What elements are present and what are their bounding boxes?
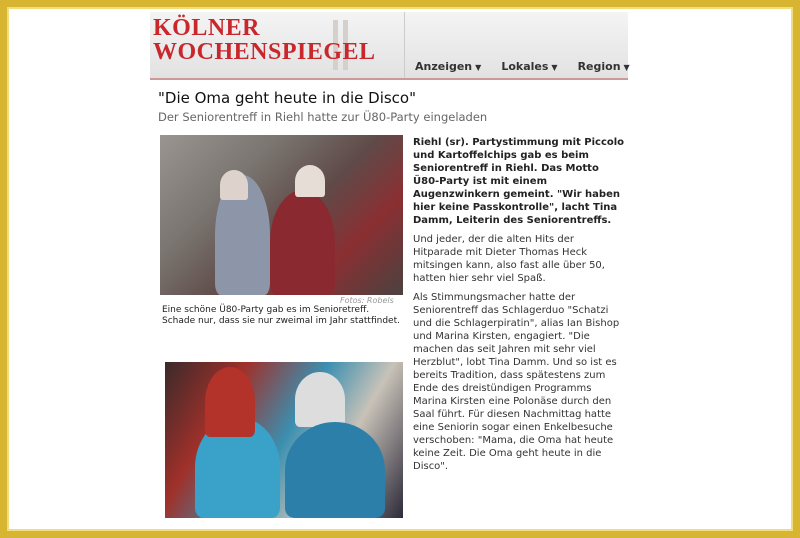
chevron-down-icon: ▼ [623, 63, 630, 72]
person-head [295, 372, 345, 427]
person [270, 190, 335, 295]
newspaper-page [150, 12, 628, 528]
paragraph: Und jeder, der die alten Hits der Hitparade mit Dieter Thomas Heck mitsingen kann, also fast alle über 50, hatten hier sehr viel Spaß. [413, 234, 605, 284]
person-head [220, 170, 248, 200]
article-body [413, 136, 626, 479]
main-nav [415, 60, 630, 73]
nav-label: Lokales [501, 60, 549, 73]
party-photo-1 [160, 135, 403, 295]
party-photo-2 [165, 362, 403, 518]
person [285, 422, 385, 518]
nav-label: Region [577, 60, 621, 73]
photo-caption: Eine schöne Ü80-Party gab es im Senioretreff. Schade nur, dass sie nur zweimal im Jahr stattfindet. [162, 305, 400, 326]
nav-lokales[interactable] [501, 60, 557, 73]
logo[interactable] [150, 12, 405, 78]
logo-line2: WOCHENSPIEGEL [153, 39, 376, 65]
photo-credit: Fotos: Robels [340, 296, 394, 305]
nav-anzeigen[interactable] [415, 60, 481, 73]
chevron-down-icon: ▼ [475, 63, 482, 72]
chevron-down-icon: ▼ [551, 63, 558, 72]
paragraph: Als Stimmungsmacher hatte der Seniorentreff das Schlagerduo "Schatzi und die Schlagerpiratin", alias Ian Bishop und Marina Kirsten, engagiert. "Die machen das seit Jahren mit sehr viel Herzblut", lobt Tina Damm. Und so ist es bereits Tradition, dass spätestens zum Ende des dreistündigen Programms Marina Kirsten eine Polonäse durch den Saal führt. Für diesen Nachmittag hatte eine Seniorin sogar einen Enkelbesuche verschoben: "Mama, die Oma hat heute keine Zeit. Die Oma geht heute in die Disco". [413, 292, 620, 472]
site-header [150, 12, 628, 80]
nav-label: Anzeigen [415, 60, 473, 73]
article-title: "Die Oma geht heute in die Disco" [158, 89, 417, 107]
singer-hair [205, 367, 255, 437]
paragraph-lead: Riehl (sr). Partystimmung mit Piccolo und Kartoffelchips gab es beim Seniorentreff in Riehl. Das Motto Ü80-Party ist mit einem Augenzwinkern gemeint. "Wir haben hier keine Passkontrolle", lacht Tina Damm, Leiterin des Seniorentreffs. [413, 137, 625, 226]
logo-line1: KÖLNER [153, 15, 261, 41]
person-head [295, 165, 325, 197]
nav-region[interactable] [578, 60, 630, 73]
article-subtitle: Der Seniorentreff in Riehl hatte zur Ü80-Party eingeladen [158, 110, 488, 124]
